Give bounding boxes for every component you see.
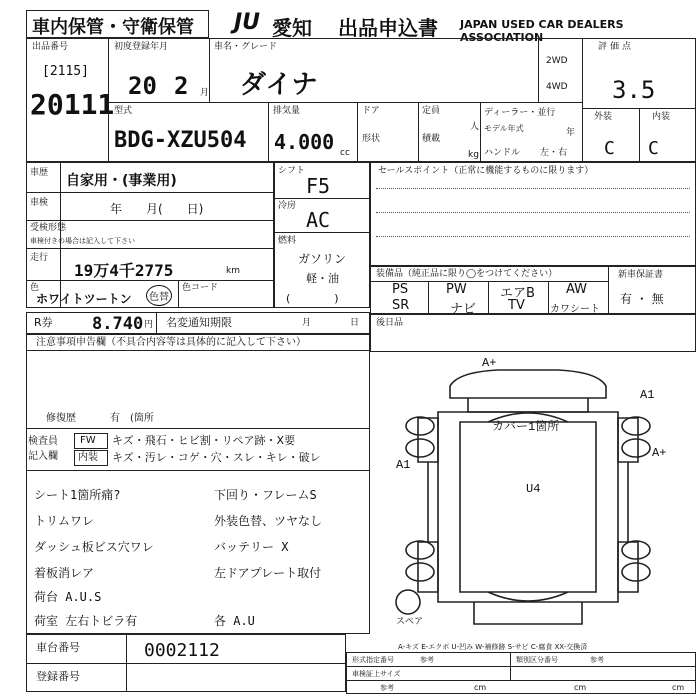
assoc-name: JAPAN USED CAR DEALERS ASSOCIATION bbox=[460, 18, 624, 44]
back-label: 後日品 bbox=[376, 318, 404, 328]
ju-logo: JU bbox=[234, 10, 261, 35]
note-line-2: 下回り・フレームS bbox=[214, 488, 317, 502]
diagram-legend: A-キズ E-エクボ U-凹み W-補修跡 S-サビ C-腐食 XX-交換済 bbox=[398, 643, 588, 651]
legend-inner: 内装 bbox=[78, 452, 98, 463]
note-line-5: ダッシュ板ビス穴ワレ bbox=[34, 540, 154, 554]
recycle-value: 8.740 bbox=[92, 314, 144, 334]
car-name: ダイナ bbox=[240, 70, 318, 100]
mark-a-plus-right: A+ bbox=[652, 446, 667, 460]
repaint-mark: 色替 bbox=[146, 285, 172, 306]
note-line-7: 着板消レア bbox=[34, 566, 95, 580]
drive-4wd: 4WD bbox=[546, 82, 568, 92]
entry-label: 記入欄 bbox=[28, 451, 58, 462]
legend-interior: キズ・汚レ・コゲ・穴・スレ・キレ・破レ bbox=[112, 451, 321, 464]
equip-aw: AW bbox=[566, 282, 588, 297]
org-name: 愛知 bbox=[272, 16, 312, 40]
size-cm-1: cm bbox=[474, 683, 487, 692]
form-sub: 車検付きの場合は記入して下さい bbox=[30, 237, 135, 245]
equip-label: 装備品（純正品に限り◯をつけてください） bbox=[376, 269, 558, 279]
spare-label: スペア bbox=[396, 617, 424, 627]
shape-label: 形状 bbox=[362, 134, 381, 144]
back-box bbox=[370, 314, 696, 352]
lot-label: 出品番号 bbox=[32, 42, 69, 52]
mark-u4: U4 bbox=[526, 482, 541, 496]
reg-label: 初度登録年月 bbox=[114, 42, 169, 52]
form-title: 出品申込書 bbox=[338, 16, 438, 40]
fuel-value: ガソリン bbox=[298, 252, 347, 266]
interior-label: 内装 bbox=[652, 112, 671, 122]
new-warranty-value: 有 ・ 無 bbox=[620, 292, 664, 306]
recycle-label: R券 bbox=[34, 316, 53, 329]
size-cm-3: cm bbox=[672, 683, 685, 692]
inspector-label: 検査員 bbox=[28, 436, 58, 447]
run-unit: km bbox=[226, 266, 240, 276]
note-line-4: 外装色替、ツヤなし bbox=[214, 514, 323, 528]
history-value: 自家用・(事業用) bbox=[66, 173, 177, 189]
note-line-6: バッテリー X bbox=[214, 540, 289, 554]
note-line-1: シート1箇所痛? bbox=[34, 488, 121, 502]
fuel-sub: 軽・油 bbox=[306, 272, 339, 285]
truck-diagram bbox=[378, 352, 696, 652]
mark-a1-right: A1 bbox=[640, 388, 655, 402]
equip-tv: TV bbox=[508, 298, 525, 313]
equip-sr: SR bbox=[392, 298, 410, 313]
size-ref: 参考 bbox=[380, 684, 394, 692]
deadline-label: 名変通知期限 bbox=[166, 316, 232, 329]
color-code-label: 色コード bbox=[182, 283, 219, 293]
score-value: 3.5 bbox=[612, 76, 656, 104]
chassis-label: 車台番号 bbox=[36, 641, 80, 654]
year-unit: 年 bbox=[566, 128, 576, 138]
handle-options: 左・右 bbox=[540, 148, 568, 158]
score-label: 評価点 bbox=[598, 42, 635, 52]
equip-airbag: エアB bbox=[500, 286, 535, 301]
inspect-label: 車検 bbox=[30, 198, 49, 208]
deadline-day: 日 bbox=[350, 318, 360, 328]
shape-no-label: 形式指定番号 bbox=[352, 656, 394, 664]
size-label: 車検証上サイズ bbox=[352, 670, 401, 678]
disp-label: 排気量 bbox=[273, 106, 301, 116]
lot-sub: [2115] bbox=[42, 64, 89, 79]
mark-a1-left: A1 bbox=[396, 458, 411, 472]
door-label: ドア bbox=[362, 106, 380, 116]
equip-pw: PW bbox=[446, 282, 467, 297]
equip-leather: カワシート bbox=[550, 304, 600, 315]
mark-cover: カバー1箇所 bbox=[492, 420, 560, 434]
equip-ps: PS bbox=[392, 282, 409, 297]
mark-a-plus-top: A+ bbox=[482, 356, 497, 370]
color-value: ホワイトツートン bbox=[36, 292, 132, 306]
disp-value: 4.000 bbox=[274, 130, 335, 154]
ac-label: 冷房 bbox=[278, 201, 297, 211]
run-value: 19万4千2775 bbox=[74, 261, 174, 280]
model-label: 型式 bbox=[114, 106, 133, 116]
equip-navi: ナビ bbox=[450, 302, 477, 317]
color-label: 色 bbox=[30, 283, 40, 293]
load-label: 積載 bbox=[422, 134, 441, 144]
class-no-ref: 参考 bbox=[590, 656, 604, 664]
new-warranty-label: 新車保証書 bbox=[618, 270, 664, 280]
size-cm-2: cm bbox=[574, 683, 587, 692]
model-year-label: モデル年式 bbox=[484, 124, 524, 133]
notes-label: 注意事項申告欄（不具合内容等は具体的に記入して下さい） bbox=[36, 337, 306, 348]
shape-no-ref: 参考 bbox=[420, 656, 434, 664]
recycle-unit: 円 bbox=[144, 320, 154, 330]
sales-label: セールスポイント（正常に機能するものに限ります） bbox=[378, 166, 594, 176]
repair-label: 修復歴 bbox=[46, 413, 76, 424]
exterior-grade: C bbox=[604, 138, 615, 159]
shift-label: シフト bbox=[278, 166, 306, 176]
interior-grade: C bbox=[648, 138, 659, 159]
reg-month: 2 bbox=[174, 72, 189, 100]
fuel-label: 燃料 bbox=[278, 236, 297, 246]
dealer-label: ディーラー・並行 bbox=[484, 108, 556, 118]
shift-value: F5 bbox=[306, 174, 331, 198]
storage-title: 車内保管・守衛保管 bbox=[32, 17, 194, 38]
form-label: 受検形態 bbox=[30, 223, 67, 233]
class-no-label: 類別区分番号 bbox=[516, 656, 558, 664]
history-label: 車歴 bbox=[30, 168, 49, 178]
sales-box bbox=[370, 162, 696, 266]
reg-year: 20 bbox=[128, 72, 157, 100]
note-line-3: トリムワレ bbox=[34, 514, 95, 528]
repair-value: 有 bbox=[110, 413, 120, 424]
reg-month-unit: 月 bbox=[200, 88, 210, 98]
chassis-value: 0002112 bbox=[144, 640, 220, 661]
reg-number-label: 登録番号 bbox=[36, 670, 80, 683]
ac-value: AC bbox=[306, 208, 331, 232]
exterior-label: 外装 bbox=[594, 112, 613, 122]
note-line-10: 荷室 左右トビラ有 bbox=[34, 614, 138, 628]
legend-exterior: キズ・飛石・ヒビ割・リペア跡・X要 bbox=[112, 434, 296, 447]
legend-fw: FW bbox=[80, 435, 96, 446]
fuel-bracket: ( ) bbox=[286, 292, 339, 305]
run-label: 走行 bbox=[30, 253, 49, 263]
note-line-8: 左ドアプレート取付 bbox=[214, 566, 322, 580]
model-value: BDG-XZU504 bbox=[114, 128, 247, 153]
capacity-unit: 人 bbox=[470, 122, 480, 132]
repair-place: (箇所 bbox=[130, 413, 154, 424]
name-label: 車名・グレード bbox=[214, 42, 278, 52]
inspect-value: 年 月( 日) bbox=[110, 202, 204, 216]
disp-unit: cc bbox=[340, 148, 350, 158]
note-line-9: 荷台 A.U.S bbox=[34, 590, 102, 604]
drive-2wd: 2WD bbox=[546, 56, 568, 66]
deadline-month: 月 bbox=[302, 318, 312, 328]
capacity-label: 定員 bbox=[422, 106, 441, 116]
load-unit: kg bbox=[468, 150, 479, 160]
note-line-11: 各 A.U bbox=[214, 614, 255, 628]
lot-number: 20111 bbox=[30, 88, 115, 121]
handle-label: ハンドル bbox=[484, 148, 521, 158]
